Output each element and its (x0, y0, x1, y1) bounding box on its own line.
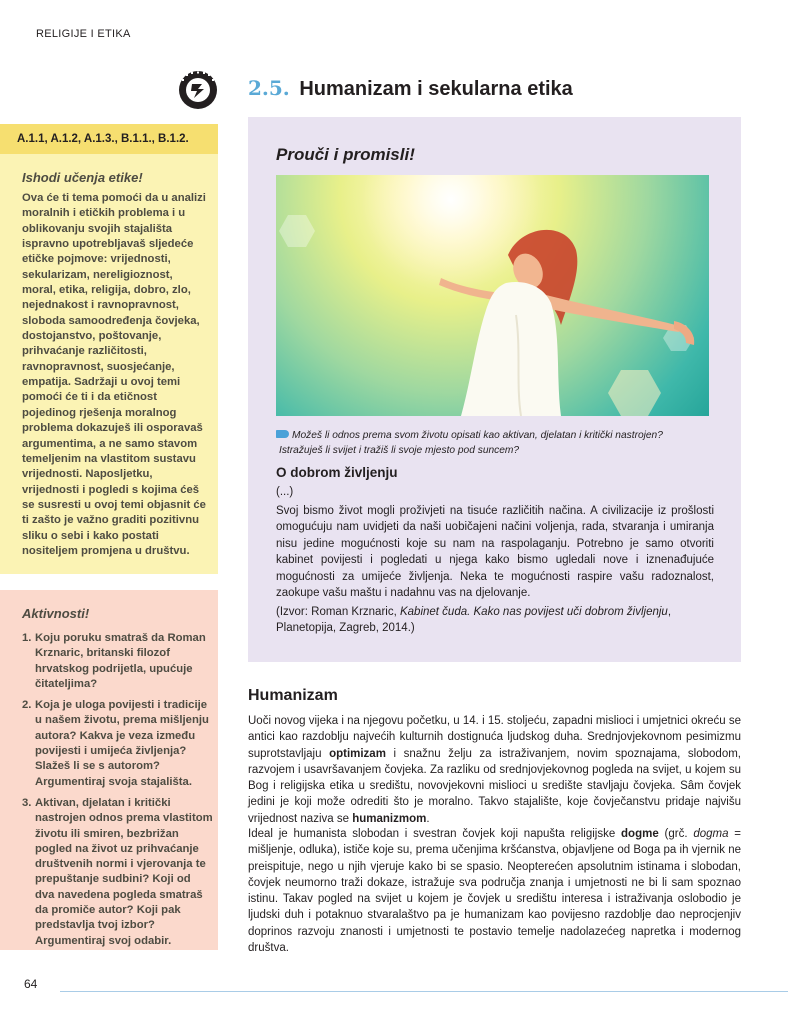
activity-item (22, 631, 213, 692)
activity-item (22, 698, 213, 790)
activity-text: Koju poruku smatraš da Roman Krznaric, britanski filozof hrvatskog podrijetla, upućuje čitateljima? (35, 632, 206, 690)
p1-text-a: Uoči novog vijeka i na njegovu početku, u 14. i 15. stoljeću, zapadni mislioci i umjetnici okreću se antici kao razdoblju najvećih kulturnih dostignuća ljudskog duha. Srednjovjekovnom pesimizmu suprotstavljaju (248, 715, 741, 760)
activities-list (0, 631, 218, 949)
running-head: RELIGIJE I ETIKA (36, 28, 131, 40)
activity-item (22, 796, 213, 949)
p2-text-c: (grč. (658, 828, 694, 840)
p1-text-c: i snažnu želju za istraživanjem, novim spoznajama, slobodom, razvojem i usavršavanjem čovjeka. Za razliku od srednjovjekovnog pogleda na svijet, u kojem su Bog i religijska etika u središtu, novovjekovni mislioci u središte stavljaju čovjeka. Sâm čovjek jedini je koji može odrediti što je moralno. Takvo stajalište, koje čovječanstvu pridaje najvišu vrijednost naziva se (248, 747, 741, 825)
excerpt-heading: O dobrom življenju (276, 465, 398, 480)
source-prefix: (Izvor: Roman Krznaric, (276, 606, 400, 618)
outcome-codes: A.1.1, A.1.2, A.1.3., B.1.1., B.1.2. (0, 124, 218, 154)
outcomes-text: Ova će ti tema pomoći da u analizi moralnih i etičkih problema i u oblikovanju svojih stajališta ispravno upotrebljavaš sljedeće etičke pojmove: vrijednosti, sekularizam, nereligioznost, moral, etika, religija, dobro, zlo, nejednakost i ravnopravnost, sloboda samoodređenja čovjeka, dostojanstvo, poštovanje, prihvaćanje različitosti, ravnopravnost, suosjećanje, empatija. Sadržaji u ovoj temi pomoći će ti i da etičnost pojedinog rješenja moralnog problema dokazuješ ili osporavaš argumentima, a ne samo stavom temeljenim na vlastitom sustavu vrijednosti. Naposljetku, vrijednosti i pogledi s kojima ćeš se susresti u ovoj temi objasnit će ti zašto je važno graditi pozitivnu sliku o sebi i kako postati nositeljem promjena u društvu. (22, 192, 206, 557)
footer-rule (60, 991, 788, 992)
chapter-title-text: Humanizam i sekularna etika (299, 78, 573, 100)
ethics-logo-icon (178, 70, 218, 110)
excerpt-source (276, 604, 714, 637)
study-box (248, 117, 741, 662)
study-heading: Prouči i promisli! (276, 145, 415, 164)
photo-illustration (276, 175, 709, 416)
page-number: 64 (24, 977, 38, 991)
term-dogma-greek: dogma (693, 828, 729, 840)
source-book-title: Kabinet čuda. Kako nas povijest uči dobrom življenju (399, 606, 668, 618)
term-optimism: optimizam (329, 747, 386, 760)
activities-heading: Aktivnosti! (22, 606, 90, 621)
activity-number: 2. (22, 699, 32, 712)
excerpt-text: Svoj bismo život mogli proživjeti na tisuće različitih načina. A civilizacije iz prošlosti omogućuju nam uvidjeti da naši uobičajeni načini voljenja, rada, stvaranja i umiranja nisu jedine mogućnosti koje su nam na raspolaganju. Potrebno je samo otvoriti kabinet povijesti i pogledati u njega kako bismo ugledali nove i iznenađujuće mogućnosti za umijeće življenja. Neka te mogućnosti raspire vašu radoznalost, zaokupe vašu maštu i nadahnu vas na djelovanje. (276, 505, 714, 600)
p2-text-e: = mišljenje, odluka), ističe koje su, prema učenjima kršćanstva, objavljene od Boga pa ih vjernik ne preispituje, nego u njih vjeruje kako bi se spasio. Neopterećen apsolutnim istinama i slobodan, čovjek neumorno traži dokaze, istražuje sva područja znanja i umjetnosti ne bi li sam spoznao istinu. Takav pogled na svijet u kojem je čovjek u središtu interesa i istraživanja oslobodio je ljudski duh i potaknuo stvaralaštvo pa je humanizam kao povijesno razdoblje dao neprocjenjiv doprinos razvoju znanosti i umjetnosti te postavio temelje nadolazećeg napretka i modernog društva. (248, 828, 741, 955)
woman-in-sunlight-photo (276, 175, 709, 416)
caption-marker-icon (276, 430, 289, 438)
term-dogma: dogme (621, 828, 659, 840)
p1-text-e: . (426, 812, 430, 825)
caption-line-2: Istražuješ li svijet i tražiš li svoje mjesto pod suncem? (279, 445, 520, 456)
chapter-number: 2.5. (248, 76, 290, 100)
section-title-humanism: Humanizam (248, 687, 338, 704)
activity-number: 3. (22, 796, 32, 809)
term-humanism: humanizmom (352, 812, 427, 825)
activity-text: Koja je uloga povijesti i tradicije u našem životu, prema mišljenju autora? Kakva je veza između povijesti i umijeća življenja? Slažeš li se s autorom? Argumentiraj svoja stajališta. (35, 699, 209, 788)
activity-number: 1. (22, 632, 32, 644)
activity-text: Aktivan, djelatan i kritički nastrojen odnos prema vlastitom životu ili smiren, bezbrižan pogled na život uz prihvaćanje društvenih normi i vjerovanja te prepuštanje sudbini? Koji od dva navedena pogleda smatraš da promiče autor? Koji pak predstavlja tvoj izbor? Argumentiraj svoj odabir. (35, 796, 213, 947)
activities-box (0, 590, 218, 950)
humanism-paragraph-2 (248, 826, 741, 956)
caption-line-1: Možeš li odnos prema svom životu opisati kao aktivan, djelatan i kritički nastrojen? (292, 430, 663, 441)
outcomes-heading: Ishodi učenja etike! (22, 170, 143, 185)
source-suffix: , Planetopija, Zagreb, 2014.) (276, 606, 672, 635)
photo-caption (276, 428, 716, 458)
p2-text-a: Ideal je humanista slobodan i svestran čovjek koji napušta religijske (248, 828, 622, 840)
chapter-title (248, 76, 573, 101)
learning-outcomes-box (0, 124, 218, 574)
humanism-paragraph-1 (248, 713, 741, 827)
excerpt-ellipsis: (...) (276, 486, 294, 498)
